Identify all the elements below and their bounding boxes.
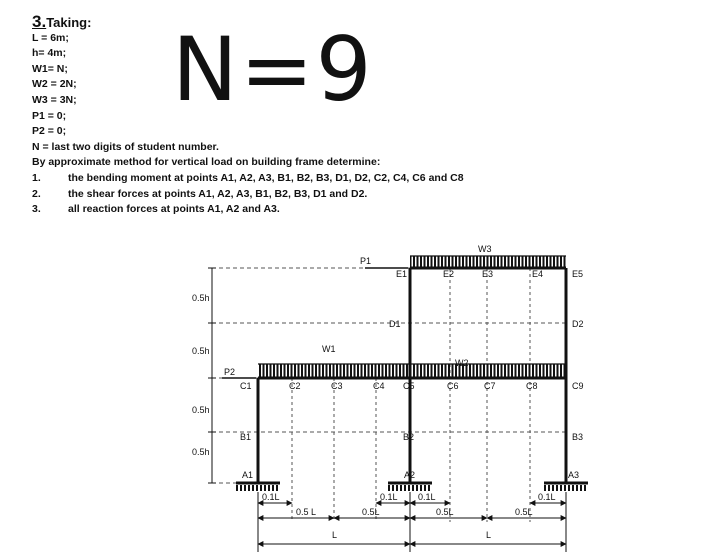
n-value-label: N=9 bbox=[172, 18, 374, 121]
label-w1: W1 bbox=[322, 344, 336, 354]
label-e4: E4 bbox=[532, 269, 544, 279]
support-a2-ground bbox=[388, 485, 432, 491]
dim-label-row3: L bbox=[486, 530, 492, 540]
label-e1: E1 bbox=[396, 269, 408, 279]
label-a2: A2 bbox=[404, 470, 416, 480]
label-a1: A1 bbox=[242, 470, 254, 480]
label-d2: D2 bbox=[572, 319, 584, 329]
task-text: the shear forces at points A1, A2, A3, B1, B2, B3, D1 and D2. bbox=[68, 187, 368, 200]
instruction: By approximate method for vertical load on building frame determine: bbox=[32, 156, 381, 169]
label-b1: B1 bbox=[240, 432, 252, 442]
param-l: L = 6m; bbox=[32, 31, 69, 44]
support-a3-ground bbox=[544, 485, 588, 491]
dim-label-row2: 0.5 L bbox=[296, 507, 317, 517]
label-w2: W2 bbox=[455, 358, 469, 368]
label-p1: P1 bbox=[360, 256, 372, 266]
load-w3-hatch bbox=[410, 256, 566, 268]
task-text: all reaction forces at points A1, A2 and A3. bbox=[68, 203, 280, 216]
label-c2: C2 bbox=[289, 381, 301, 391]
label-e3: E3 bbox=[482, 269, 494, 279]
n-definition: N = last two digits of student number. bbox=[32, 140, 219, 153]
problem-heading-label: Taking: bbox=[46, 15, 92, 30]
dim-label-row1: 0.1L bbox=[538, 492, 556, 502]
label-c5: C5 bbox=[403, 381, 415, 391]
label-e5: E5 bbox=[572, 269, 584, 279]
task-number: 1. bbox=[32, 171, 41, 184]
label-c7: C7 bbox=[484, 381, 496, 391]
param-w2: W2 = 2N; bbox=[32, 78, 77, 91]
label-c3: C3 bbox=[331, 381, 343, 391]
label-a3: A3 bbox=[568, 470, 580, 480]
label-c8: C8 bbox=[526, 381, 538, 391]
problem-number: 3. bbox=[32, 12, 47, 31]
height-label: 0.5h bbox=[192, 447, 210, 457]
label-c6: C6 bbox=[447, 381, 459, 391]
param-h: h= 4m; bbox=[32, 47, 67, 60]
height-label: 0.5h bbox=[192, 405, 210, 415]
frame-labels bbox=[192, 244, 584, 540]
param-w3: W3 = 3N; bbox=[32, 93, 77, 106]
height-label: 0.5h bbox=[192, 293, 210, 303]
label-c4: C4 bbox=[373, 381, 385, 391]
param-w1: W1= N; bbox=[32, 62, 68, 75]
dim-label-row2: 0.5L bbox=[436, 507, 454, 517]
label-w3: W3 bbox=[478, 244, 492, 254]
label-d1: D1 bbox=[389, 319, 401, 329]
dim-label-row1: 0.1L bbox=[262, 492, 280, 502]
dim-label-row2: 0.5L bbox=[515, 507, 533, 517]
load-w1-w2-hatch bbox=[258, 364, 566, 378]
label-e2: E2 bbox=[443, 269, 455, 279]
task-number: 3. bbox=[32, 203, 41, 216]
task-number: 2. bbox=[32, 187, 41, 200]
param-p1: P1 = 0; bbox=[32, 109, 67, 122]
task-text: the bending moment at points A1, A2, A3, B1, B2, B3, D1, D2, C2, C4, C6 and C8 bbox=[68, 171, 464, 184]
param-p2: P2 = 0; bbox=[32, 125, 67, 138]
support-a1-ground bbox=[236, 485, 280, 491]
dim-label-row3: L bbox=[332, 530, 338, 540]
supports bbox=[236, 483, 588, 491]
span-dimensions bbox=[258, 492, 566, 552]
dim-label-row1: 0.1L bbox=[418, 492, 436, 502]
label-c9: C9 bbox=[572, 381, 584, 391]
dim-label-row2: 0.5L bbox=[362, 507, 380, 517]
label-p2: P2 bbox=[224, 367, 236, 377]
height-label: 0.5h bbox=[192, 346, 210, 356]
label-b2: B2 bbox=[403, 432, 415, 442]
label-c1: C1 bbox=[240, 381, 252, 391]
dim-label-row1: 0.1L bbox=[380, 492, 398, 502]
label-b3: B3 bbox=[572, 432, 584, 442]
